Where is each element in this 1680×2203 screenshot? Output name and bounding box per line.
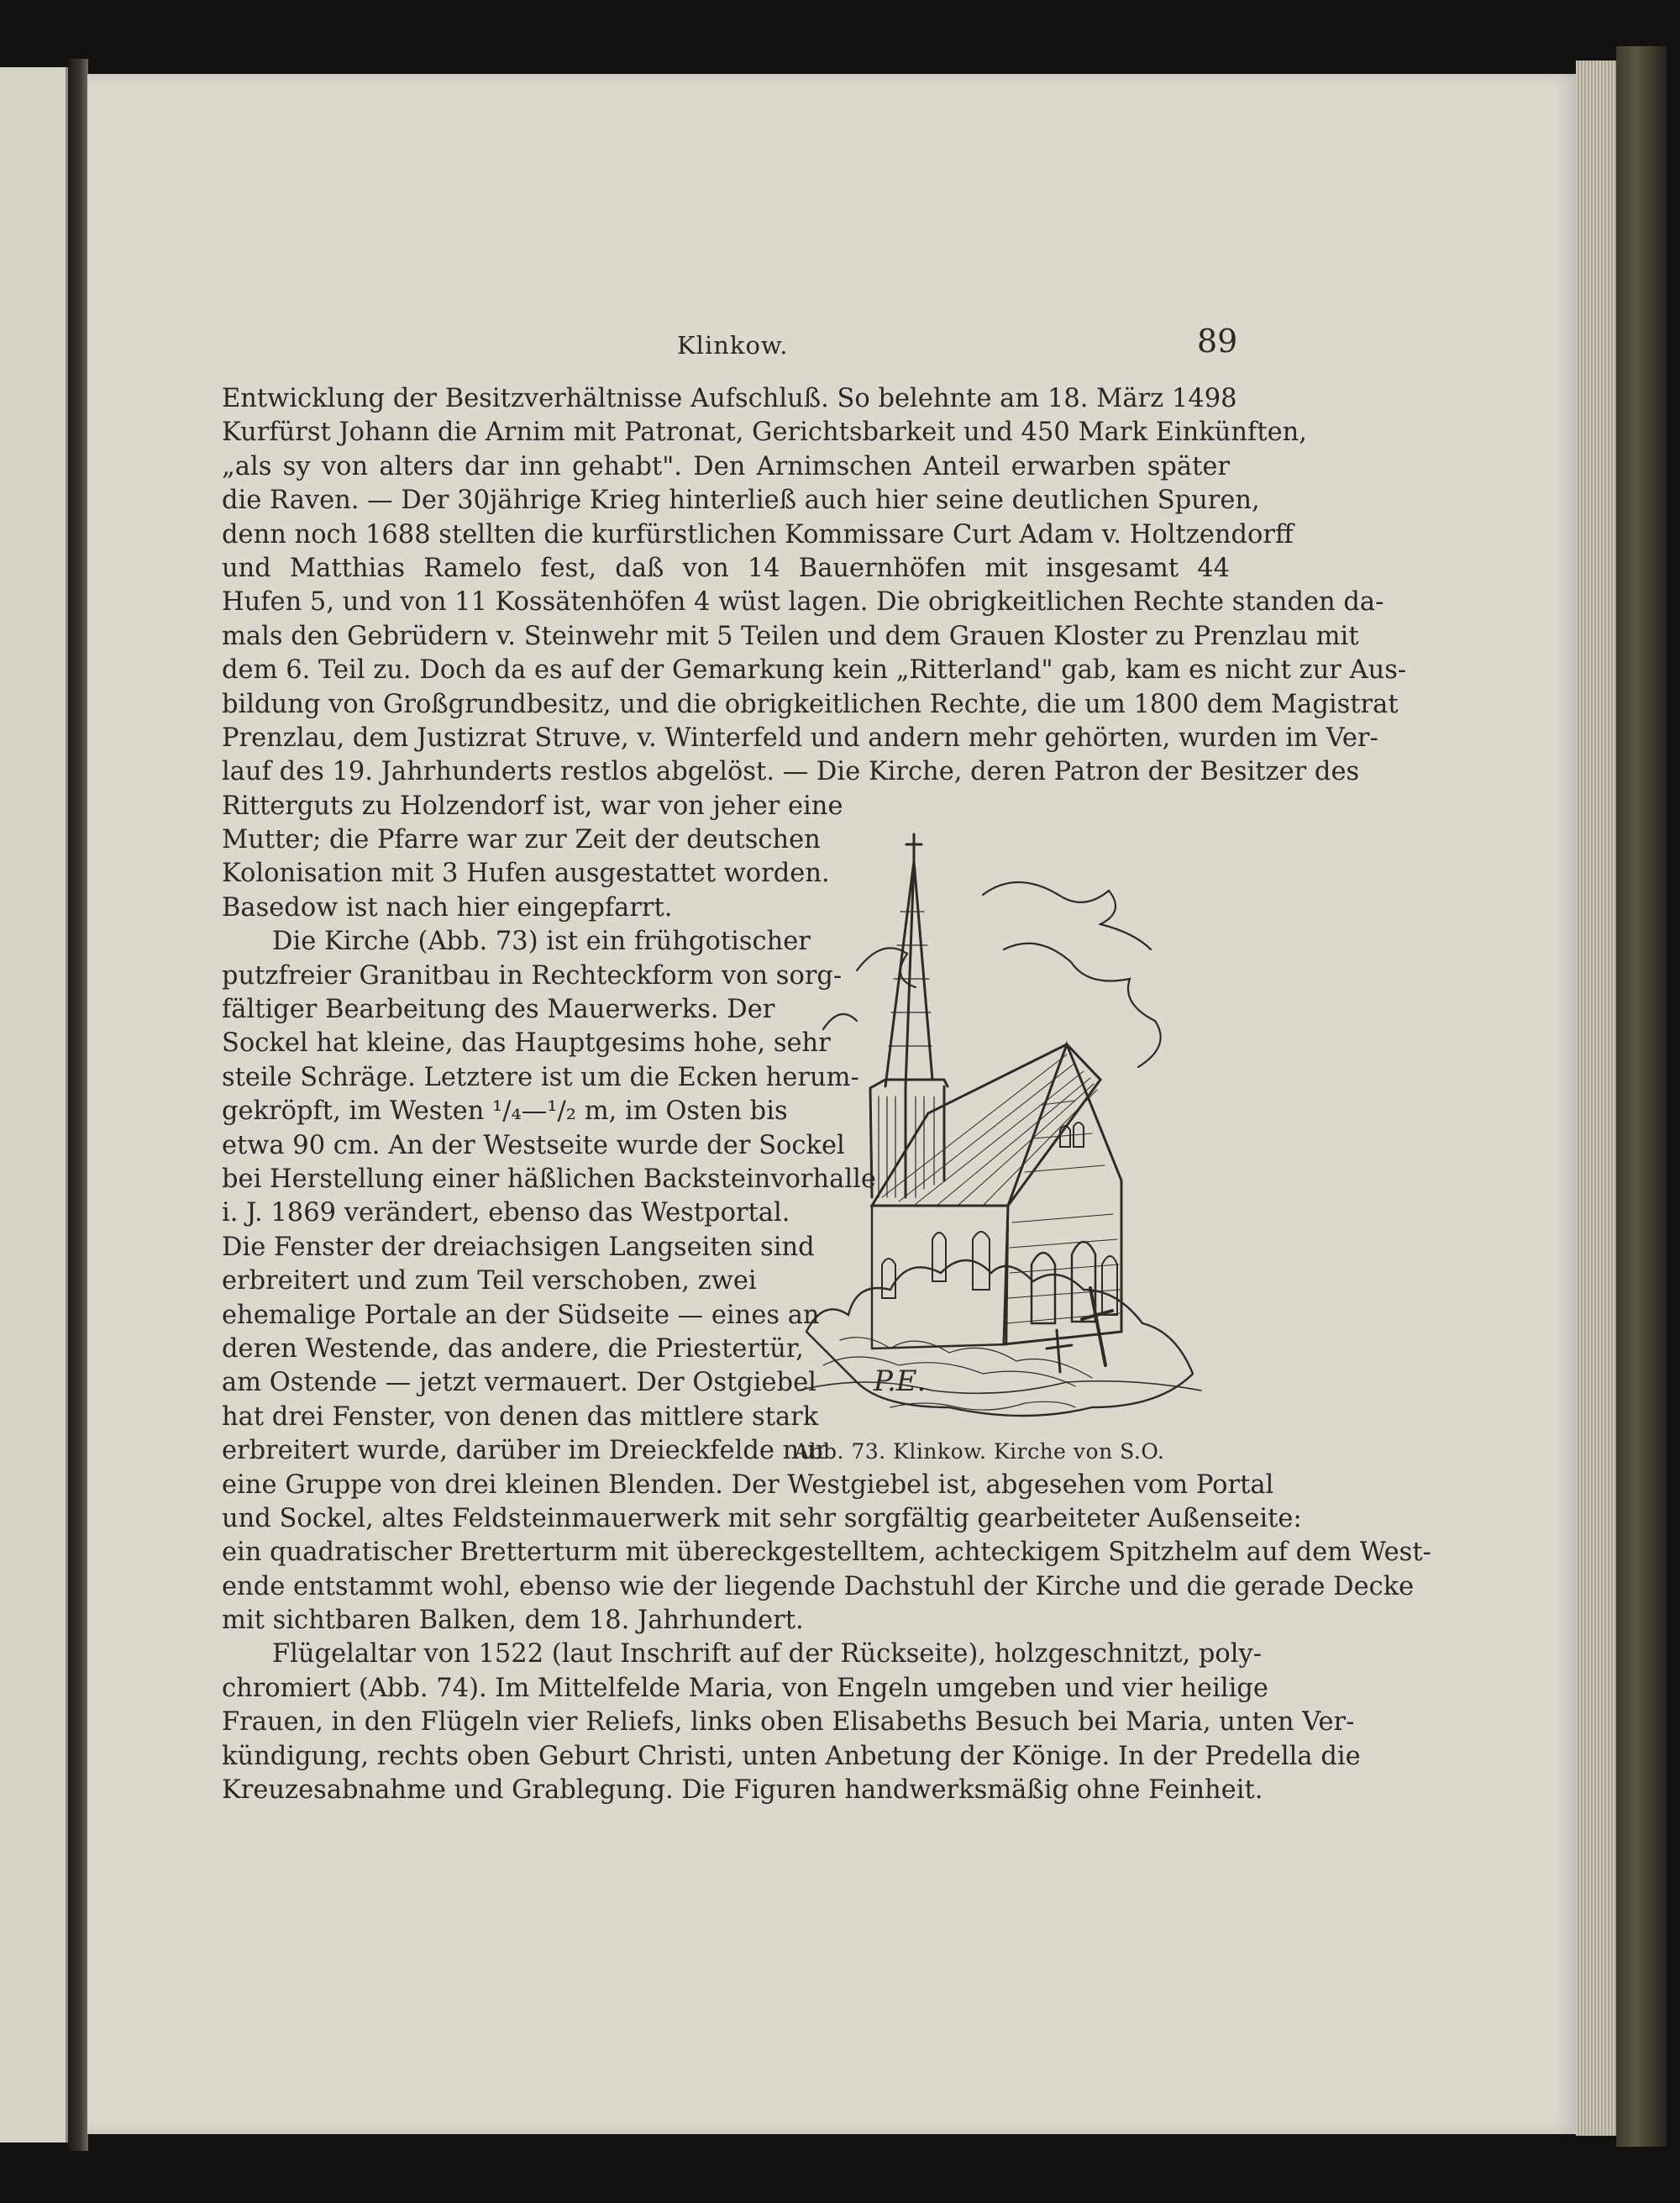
running-head: Klinkow. [677, 331, 789, 360]
text-line: i. J. 1869 verändert, ebenso das Westportal. [222, 1198, 790, 1228]
text-line: gekröpft, im Westen ¹/₄—¹/₂ m, im Osten bis [222, 1096, 788, 1127]
text-line: deren Westende, das andere, die Priestertür, [222, 1333, 804, 1364]
text-line: und Matthias Ramelo fest, daß von 14 Bauernhöfen mit insgesamt 44 [222, 553, 1230, 583]
church-drawing [790, 828, 1210, 1420]
text-line: fältiger Bearbeitung des Mauerwerks. Der [222, 995, 775, 1025]
church-illustration [790, 828, 1210, 1420]
text-line: Die Kirche (Abb. 73) ist ein frühgotischer [272, 927, 811, 957]
previous-page-edge [0, 67, 68, 2143]
text-line: Basedow ist nach hier eingepfarrt. [222, 892, 673, 923]
text-line: Ritterguts zu Holzendorf ist, war von jeher eine [222, 791, 843, 821]
text-line: bildung von Großgrundbesitz, und die obrigkeitlichen Rechte, die um 1800 dem Magistrat [222, 689, 1399, 719]
text-line: putzfreier Granitbau in Rechteckform von sorg- [222, 960, 843, 991]
text-line: Entwicklung der Besitzverhältnisse Aufschluß. So belehnte am 18. März 1498 [222, 384, 1237, 413]
text-line: dem 6. Teil zu. Doch da es auf der Gemarkung kein „Ritterland" gab, kam es nicht zur Aus- [222, 655, 1407, 686]
text-line: Kurfürst Johann die Arnim mit Patronat, Gerichtsbarkeit und 450 Mark Einkünften, [222, 418, 1307, 448]
book-cover-edge [1616, 46, 1667, 2147]
text-line: chromiert (Abb. 74). Im Mittelfelde Maria, von Engeln umgeben und vier heilige [222, 1673, 1268, 1703]
text-line: und Sockel, altes Feldsteinmauerwerk mit sehr sorgfältig gearbeiteter Außenseite: [222, 1503, 1302, 1533]
text-line: erbreitert und zum Teil verschoben, zwei [222, 1266, 757, 1296]
text-line: ende entstammt wohl, ebenso wie der liegende Dachstuhl der Kirche und die gerade Decke [222, 1571, 1415, 1601]
text-line: Kreuzesabnahme und Grablegung. Die Figuren handwerksmäßig ohne Feinheit. [222, 1775, 1263, 1806]
text-line: Die Fenster der dreiachsigen Langseiten sind [222, 1232, 815, 1262]
text-line: Sockel hat kleine, das Hauptgesims hohe, sehr [222, 1028, 831, 1059]
text-line: mit sichtbaren Balken, dem 18. Jahrhundert. [222, 1606, 804, 1636]
text-line: lauf des 19. Jahrhunderts restlos abgelöst. — Die Kirche, deren Patron der Besitzer des [222, 757, 1360, 787]
text-line: ein quadratischer Bretterturm mit übereckgestelltem, achteckigem Spitzhelm auf dem West- [222, 1538, 1431, 1568]
illustrator-signature: P.E. [874, 1364, 927, 1398]
text-line: „als sy von alters dar inn gehabt". Den Arnimschen Anteil erwarben später [222, 451, 1230, 481]
text-line: mals den Gebrüdern v. Steinwehr mit 5 Teilen und dem Grauen Kloster zu Prenzlau mit [222, 621, 1359, 651]
text-line: Frauen, in den Flügeln vier Reliefs, links oben Elisabeths Besuch bei Maria, unten Ver- [222, 1707, 1355, 1738]
figure-caption: Abb. 73. Klinkow. Kirche von S.O. [794, 1439, 1165, 1464]
text-line: Flügelaltar von 1522 (laut Inschrift auf der Rückseite), holzgeschnitzt, poly- [272, 1639, 1263, 1669]
text-line: Hufen 5, und von 11 Kossätenhöfen 4 wüst lagen. Die obrigkeitlichen Rechte standen da- [222, 587, 1384, 618]
text-line: Prenzlau, dem Justizrat Struve, v. Winterfeld und andern mehr gehörten, wurden im Ver- [222, 723, 1378, 753]
text-line: erbreitert wurde, darüber im Dreieckfelde nur [222, 1436, 828, 1466]
text-line: am Ostende — jetzt vermauert. Der Ostgiebel [222, 1368, 816, 1398]
text-line: Kolonisation mit 3 Hufen ausgestattet worden. [222, 859, 830, 889]
text-line: eine Gruppe von drei kleinen Blenden. Der Westgiebel ist, abgesehen vom Portal [222, 1470, 1274, 1500]
text-line: denn noch 1688 stellten die kurfürstlichen Kommissare Curt Adam v. Holtzendorff [222, 519, 1294, 549]
book-gutter [68, 59, 88, 2151]
page-block-edge [1576, 60, 1616, 2136]
text-line: hat drei Fenster, von denen das mittlere stark [222, 1401, 819, 1432]
text-line: kündigung, rechts oben Geburt Christi, unten Anbetung der Könige. In der Predella die [222, 1741, 1361, 1771]
text-line: bei Herstellung einer häßlichen Backsteinvorhalle [222, 1164, 876, 1194]
text-line: etwa 90 cm. An der Westseite wurde der Sockel [222, 1130, 845, 1160]
text-line: ehemalige Portale an der Südseite — eines an [222, 1300, 820, 1330]
text-line: Mutter; die Pfarre war zur Zeit der deutschen [222, 825, 821, 855]
text-line: die Raven. — Der 30jährige Krieg hinterließ auch hier seine deutlichen Spuren, [222, 486, 1260, 516]
text-line: steile Schräge. Letztere ist um die Ecken herum- [222, 1062, 859, 1092]
page-number: 89 [1197, 323, 1238, 360]
